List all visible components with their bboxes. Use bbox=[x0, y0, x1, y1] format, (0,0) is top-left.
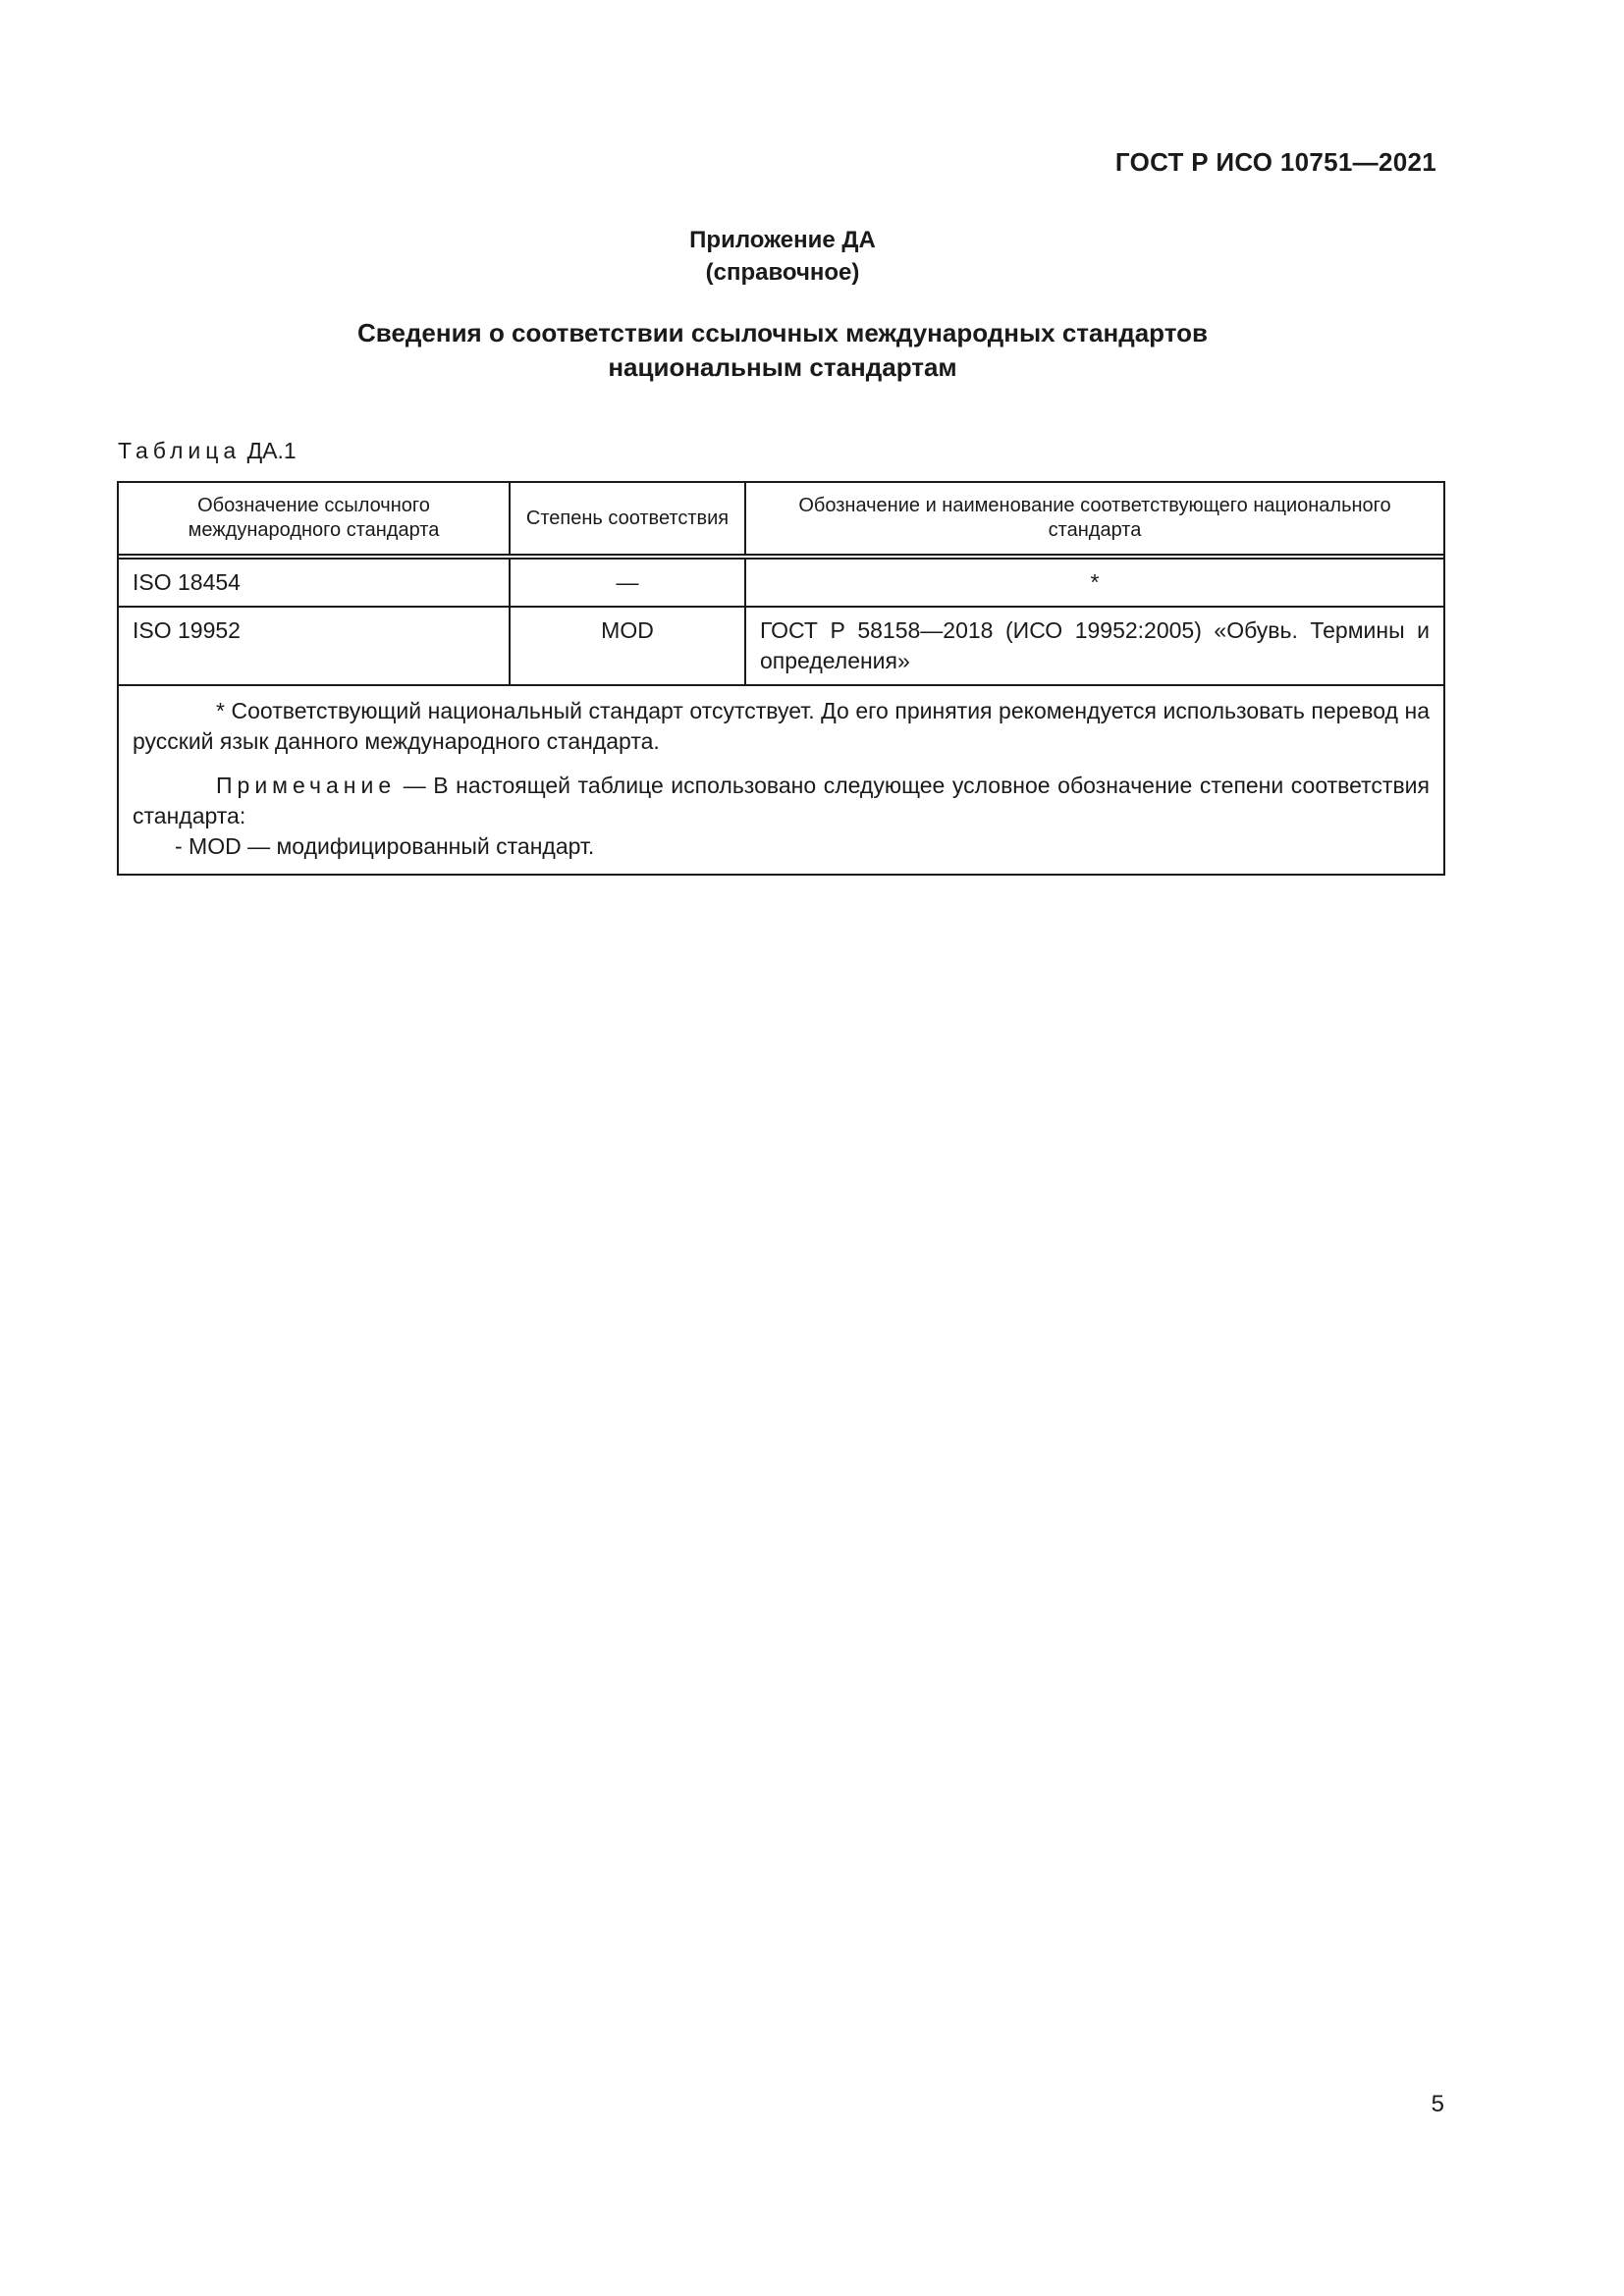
column-header-standard: Обозначение ссылочного международного стандарта bbox=[119, 483, 510, 557]
standards-table bbox=[119, 483, 1443, 874]
table-note bbox=[133, 771, 1430, 831]
page-number: 5 bbox=[1431, 2091, 1444, 2117]
appendix-title: Приложение ДА bbox=[689, 227, 876, 253]
document-code: ГОСТ Р ИСО 10751—2021 bbox=[1114, 147, 1436, 177]
cell-standard: ISO 19952 bbox=[119, 607, 510, 685]
table-label bbox=[118, 438, 297, 464]
cell-national: ГОСТ Р 58158—2018 (ИСО 19952:2005) «Обувь. Термины и определения» bbox=[745, 607, 1443, 685]
cell-degree: MOD bbox=[510, 607, 745, 685]
appendix-heading-line-1: Сведения о соответствии ссылочных международных стандартов bbox=[357, 318, 1208, 347]
appendix-heading bbox=[0, 316, 1565, 385]
standards-table-frame bbox=[117, 481, 1445, 876]
note-item: - MOD — модифицированный стандарт. bbox=[175, 833, 595, 859]
table-footnote: * Соответствующий национальный стандарт отсутствует. До его принятия рекомендуется использовать перевод на русский язык данного международного стандарта. bbox=[133, 698, 1430, 754]
table-footnote-cell bbox=[119, 685, 1443, 874]
cell-standard: ISO 18454 bbox=[119, 557, 510, 607]
column-header-national: Обозначение и наименование соответствующего национального стандарта bbox=[745, 483, 1443, 557]
column-header-degree: Степень соответствия bbox=[510, 483, 745, 557]
table-footnote-row bbox=[119, 685, 1443, 874]
note-label: Примечание bbox=[216, 773, 397, 798]
cell-national: * bbox=[745, 557, 1443, 607]
note-text: — В настоящей таблице использовано следующее условное обозначение степени соответствия стандарта: bbox=[133, 773, 1430, 828]
table-header-row bbox=[119, 483, 1443, 557]
cell-degree: — bbox=[510, 557, 745, 607]
appendix-heading-line-2: национальным стандартам bbox=[608, 352, 957, 382]
table-row bbox=[119, 607, 1443, 685]
table-label-word: Таблица bbox=[118, 438, 242, 463]
table-row bbox=[119, 557, 1443, 607]
table-label-number: ДА.1 bbox=[246, 438, 297, 463]
appendix-kind: (справочное) bbox=[705, 259, 860, 286]
